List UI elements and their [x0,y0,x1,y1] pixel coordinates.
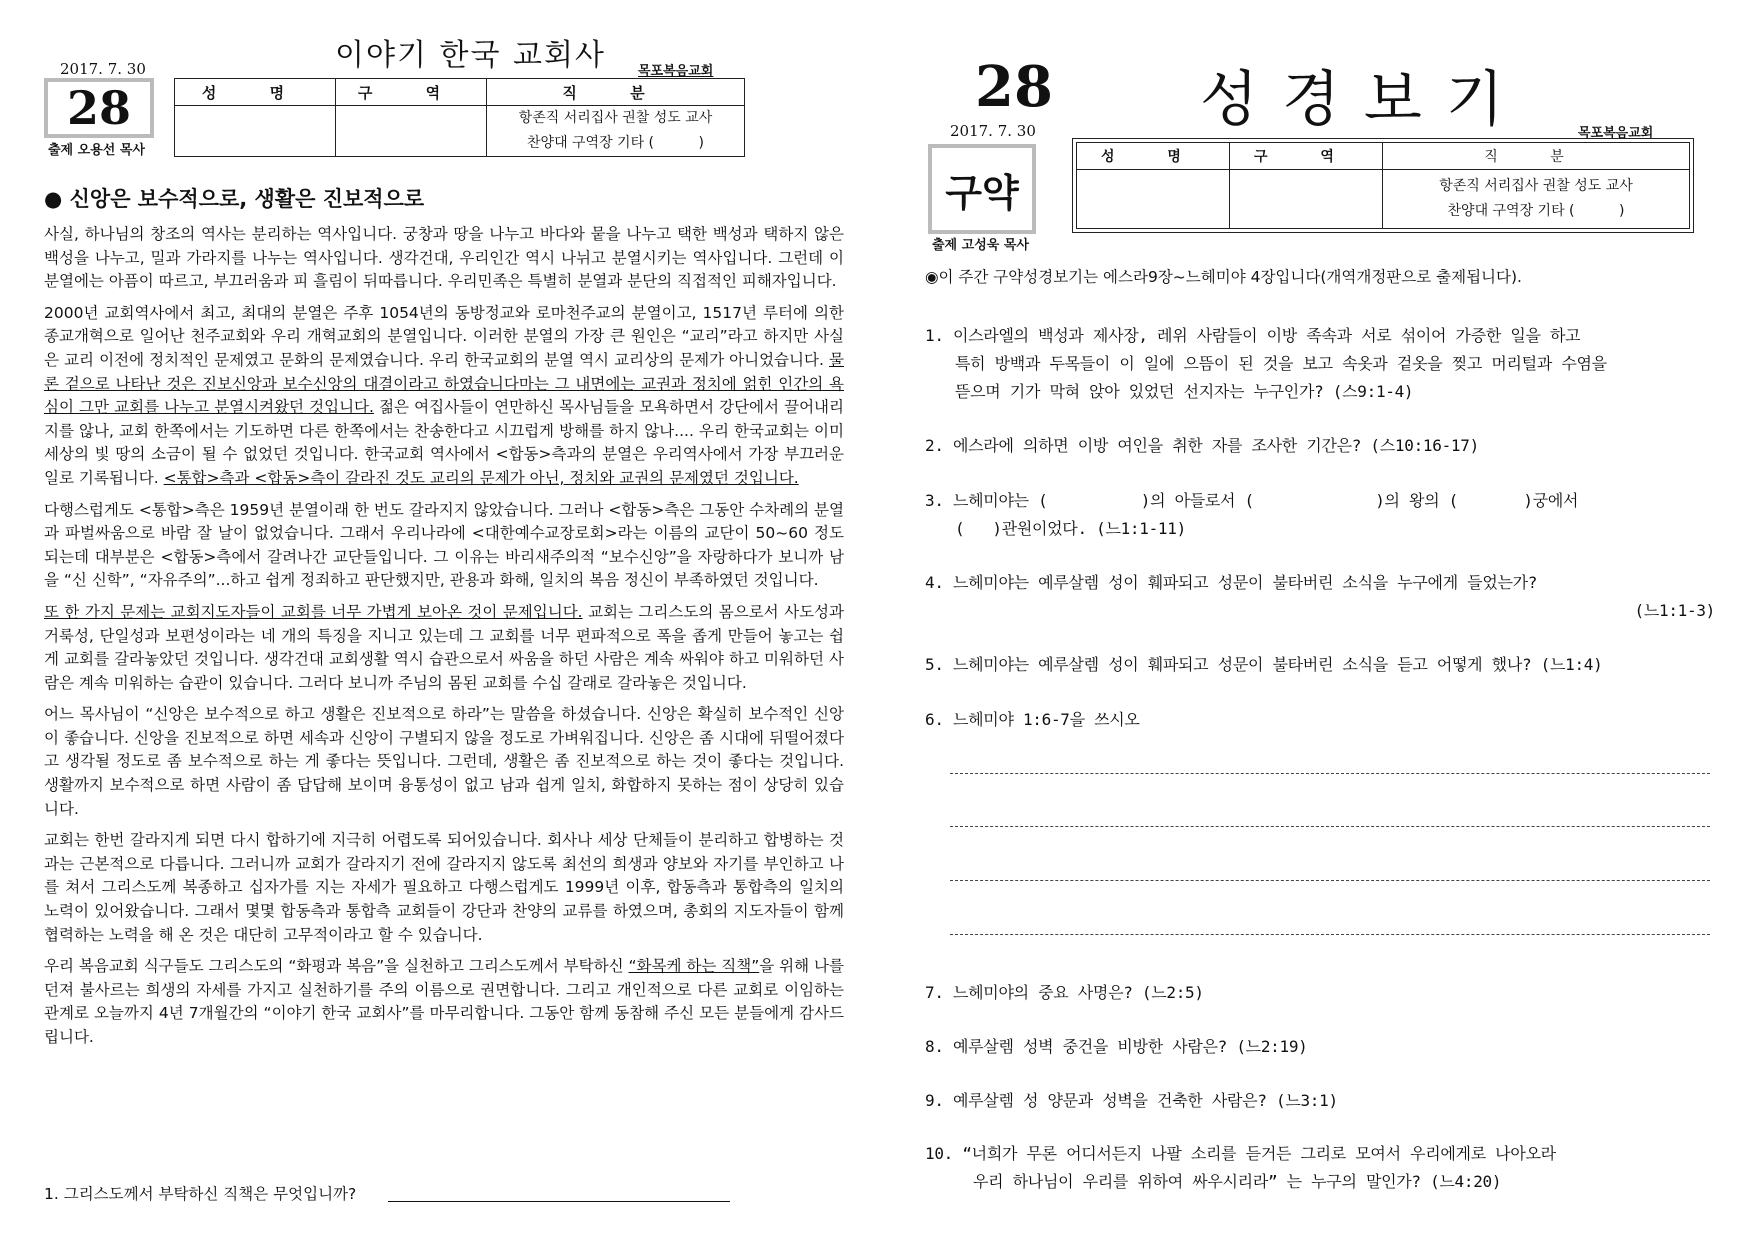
left-info-table [174,78,745,157]
role-line-2: 찬양대 구역장 기타 ( ) [527,135,704,151]
article-heading: ● 신앙은 보수적으로, 생활은 진보적으로 [44,187,425,211]
paragraph-4: 또 한 가지 문제는 교회지도자들이 교회를 너무 가볍게 보아온 것이 문제입니다. 교회는 그리스도의 몸으로서 사도성과 거룩성, 단일성과 보편성이라는 네 개의 특징을 지니고 있는데 그 교회를 너무 편파적으로 폭을 좁게 만들어 놓고는 쉽게 교회를 갈라놓았던 것입니다. 생각건대 교회생활 역시 습관으로서 싸움을 하던 사람은 계속 싸워야 하고 미워하던 사람은 계속 미워하는 습관이 있습니다. 그러다 보니까 주님의 몸된 교회를 수십 갈래로 갈라놓은 것입니다. [44,602,844,692]
paragraph-2: 2000년 교회역사에서 최고, 최대의 분열은 주후 1054년의 동방정교와 로마천주교의 분열이고, 1517년 루터에 의한 종교개혁으로 일어난 천주교회와 우리 개혁교회의 분열입니다. 이러한 분열의 가장 큰 원인은 “교리”라고 하지만 사실은 교리 이전에 정치적인 문제였고 문화의 문제였습니다. 우리 한국교회의 분열 역시 교리상의 문제가 아니었습니다. 물론 겉으로 나타난 것은 진보신앙과 보수신앙의 대결이라고 하였습니다마는 그 내면에는 교권과 정치에 얽힌 인간의 욕심이 그만 교회를 나누고 분열시켜왔던 것입니다. 젊은 여집사들이 연만하신 목사님들을 모욕하면서 강단에서 끌어내리지를 않나, 교회 한쪽에서는 기도하면 다른 한쪽에서는 찬송한다고 시끄럽게 방해를 하지 않나.... 우리 한국교회는 이미 세상의 빛 땅의 소금이 될 수 없었던 것입니다. 한국교회 역사에서 <합동>측과의 분열은 우리역사에서 가장 부끄러운 일로 기록됩니다. <통합>측과 <합동>측이 갈라진 것도 교리의 문제가 아닌, 정치와 교권의 문제였던 것입니다. [44,303,844,487]
right-date: 2017. 7. 30 [950,122,1036,140]
right-page-title: 성경보기 [1200,65,1528,135]
underlined-text: 또 한 가지 문제는 교회지도자들이 교회를 너무 가볍게 보아온 것이 문제입니다. [44,602,583,621]
right-issue-number: 28 [975,54,1053,120]
underlined-text: <통합>측과 <합동>측이 갈라진 것도 교리의 문제가 아닌, 정치와 교권의 문제였던 것입니다. [163,468,799,487]
name-field[interactable] [1077,170,1230,229]
right-church-name: 목포복음교회 [1578,126,1654,141]
paragraph-1: 사실, 하나님의 창조의 역사는 분리하는 역사입니다. 궁창과 땅을 나누고 바다와 뭍을 나누고 택한 백성과 택하지 않은 백성을 나누고, 밀과 가라지를 나누는 역사입니다. 생각건대, 우리인간 역시 나뉘고 분열시키는 역사입니다. 그런데 이 분열에는 아픔이 따르고, 부끄러움과 피 흘림이 뒤따릅니다. 우리민족은 특별히 분열과 분단의 직접적인 피해자입니다. [44,225,844,291]
question-9: 9. 예루살렘 성 양문과 성벽을 건축한 사람은? (느3:1) [925,1091,1338,1110]
underlined-text: “화목케 하는 직책” [628,957,760,976]
writing-line[interactable] [950,826,1710,827]
paragraph-6: 교회는 한번 갈라지게 되면 다시 합하기에 지극히 어렵도록 되어있습니다. 회사나 세상 단체들이 분리하고 합병하는 것과는 근본적으로 다릅니다. 그러니까 교회가 갈라지기 전에 갈라지지 않도록 최선의 희생과 양보와 자기를 부인하고 나를 쳐서 그리스도께 복종하고 십자가를 지는 자세가 필요하고 다행스럽게도 1999년 이후, 합동측과 통합측의 일치의 노력이 있어왔습니다. 그래서 몇몇 합동측과 통합측 교회들이 강단과 찬양의 교류를 하였으며, 총회의 지도자들이 함께 협력하는 노력을 해 온 것은 대단히 고무적이라고 할 수 있습니다. [44,831,844,944]
role-header: 직 분 [487,79,745,106]
question-2: 2. 에스라에 의하면 이방 여인을 취한 자를 조사한 기간은? (스10:16-17) [925,436,1479,455]
writing-line[interactable] [950,934,1710,935]
question-3: 3. 느헤미야는 ( )의 아들로서 ( )의 왕의 ( )궁에서 ( )관원이었다. (느1:1-11) [925,491,1579,538]
question-10: 10. “너희가 무론 어디서든지 나팔 소리를 듣거든 그리로 모여서 우리에게로 나아오라 우리 하나님이 우리를 위하여 싸우시리라” 는 누구의 말인가? (느4:20) [925,1144,1556,1191]
district-header: 구 역 [336,79,487,106]
role-line-1: 항존직 서리집사 권찰 성도 교사 [1439,178,1633,194]
paragraph-7: 우리 복음교회 식구들도 그리스도의 “화평과 복음”을 실천하고 그리스도께서 부탁하신 “화목케 하는 직책”을 위해 나를 던져 불사르는 희생의 자세를 가지고 실천하기를 주의 이름으로 권면합니다. 그리고 개인적으로 다른 교회로 이임하는 관계로 오늘까지 4년 7개월간의 “이야기 한국 교회사”를 마무리합니다. 그동안 함께 동참해 주신 모든 분들에게 감사드립니다. [44,957,844,1046]
article-body [44,223,844,1058]
question-5: 5. 느헤미야는 예루살렘 성이 훼파되고 성문이 불타버린 소식을 듣고 어떻게 했나? (느1:4) [925,655,1603,674]
paragraph-3: 다행스럽게도 <통합>측은 1959년 분열이래 한 번도 갈라지지 않았습니다. 그러나 <합동>측은 그동안 수차례의 분열과 파벌싸움으로 바람 잘 날이 없었습니다. 그래서 우리나라에 <대한예수교장로회>라는 이름의 교단이 50~60 정도 되는데 대부분은 <합동>측에서 갈려나간 교단들입니다. 그 이유는 바리새주의적 “보수신앙”을 자랑하다가 보니까 남을 “신 신학”, “자유주의”...하고 쉽게 정죄하고 판단했지만, 관용과 화해, 일치의 복음 정신이 부족하였던 것입니다. [44,500,844,590]
district-field[interactable] [1230,170,1383,229]
role-line-2: 찬양대 구역장 기타 ( ) [1447,203,1625,219]
weekly-intro: ◉이 주간 구약성경보기는 에스라9장~느헤미야 4장입니다(개역개정판으로 출제됩니다). [925,268,1522,286]
right-author: 출제 고성욱 목사 [932,238,1029,253]
question-7: 7. 느헤미야의 중요 사명은? (느2:5) [925,983,1204,1002]
left-question-1: 1. 그리스도께서 부탁하신 직책은 무엇입니까? [44,1185,357,1203]
role-options[interactable] [1383,170,1690,229]
role-line-1: 항존직 서리집사 권찰 성도 교사 [518,110,713,126]
question-4: 4. 느헤미야는 예루살렘 성이 훼파되고 성문이 불타버린 소식을 누구에게 들었는가? (느1:1-3) [925,573,1715,620]
left-church-name: 목포복음교회 [638,64,714,79]
testament-badge: 구약 [928,144,1036,234]
left-author: 출제 오용선 목사 [48,143,145,158]
question-6: 6. 느헤미야 1:6-7을 쓰시오 [925,710,1140,729]
name-field[interactable] [175,106,336,157]
district-header: 구 역 [1230,143,1383,170]
name-header: 성 명 [175,79,336,106]
district-field[interactable] [336,106,487,157]
question-8: 8. 예루살렘 성벽 중건을 비방한 사람은? (느2:19) [925,1037,1308,1056]
name-header: 성 명 [1077,143,1230,170]
writing-line[interactable] [950,880,1710,881]
left-page-title: 이야기 한국 교회사 [335,38,606,73]
role-options[interactable] [487,106,745,157]
paragraph-5: 어느 목사님이 “신앙은 보수적으로 하고 생활은 진보적으로 하라”는 말씀을 하셨습니다. 신앙은 확실히 보수적인 신앙이 좋습니다. 신앙을 진보적으로 하면 세속과 신앙이 구별되지 않을 정도로 가벼워집니다. 신앙은 좀 시대에 뒤떨어졌다고 생각될 정도로 좀 보수적으로 하는 게 좋다는 뜻입니다. 그런데, 생활은 좀 진보적으로 하는 것이 좋다는 것입니다. 생활까지 보수적으로 하면 사람이 좀 답답해 보이며 융통성이 없고 남과 쉽게 일치, 화합하지 못하는 점이 상당히 있습니다. [44,705,844,818]
left-date: 2017. 7. 30 [60,60,146,78]
left-issue-number: 28 [44,78,154,138]
question-1: 1. 이스라엘의 백성과 제사장, 레위 사람들이 이방 족속과 서로 섞이어 가증한 일을 하고 특히 방백과 두목들이 이 일에 으뜸이 된 것을 보고 속옷과 겉옷을 찢고 머리털과 수염을 뜯으며 기가 막혀 앉아 있었던 선지자는 누구인가? (스9:1-4) [925,326,1607,401]
right-info-table [1076,142,1690,229]
answer-line[interactable] [388,1201,730,1202]
writing-line[interactable] [950,773,1710,774]
role-header: 직 분 [1383,143,1690,170]
underlined-text: 물론 겉으로 나타난 것은 진보신앙과 보수신앙의 대결이라고 하였습니다마는 그 내면에는 교권과 정치에 얽힌 인간의 욕심이 그만 교회를 나누고 분열시켜왔던 것입니다. [44,350,844,417]
